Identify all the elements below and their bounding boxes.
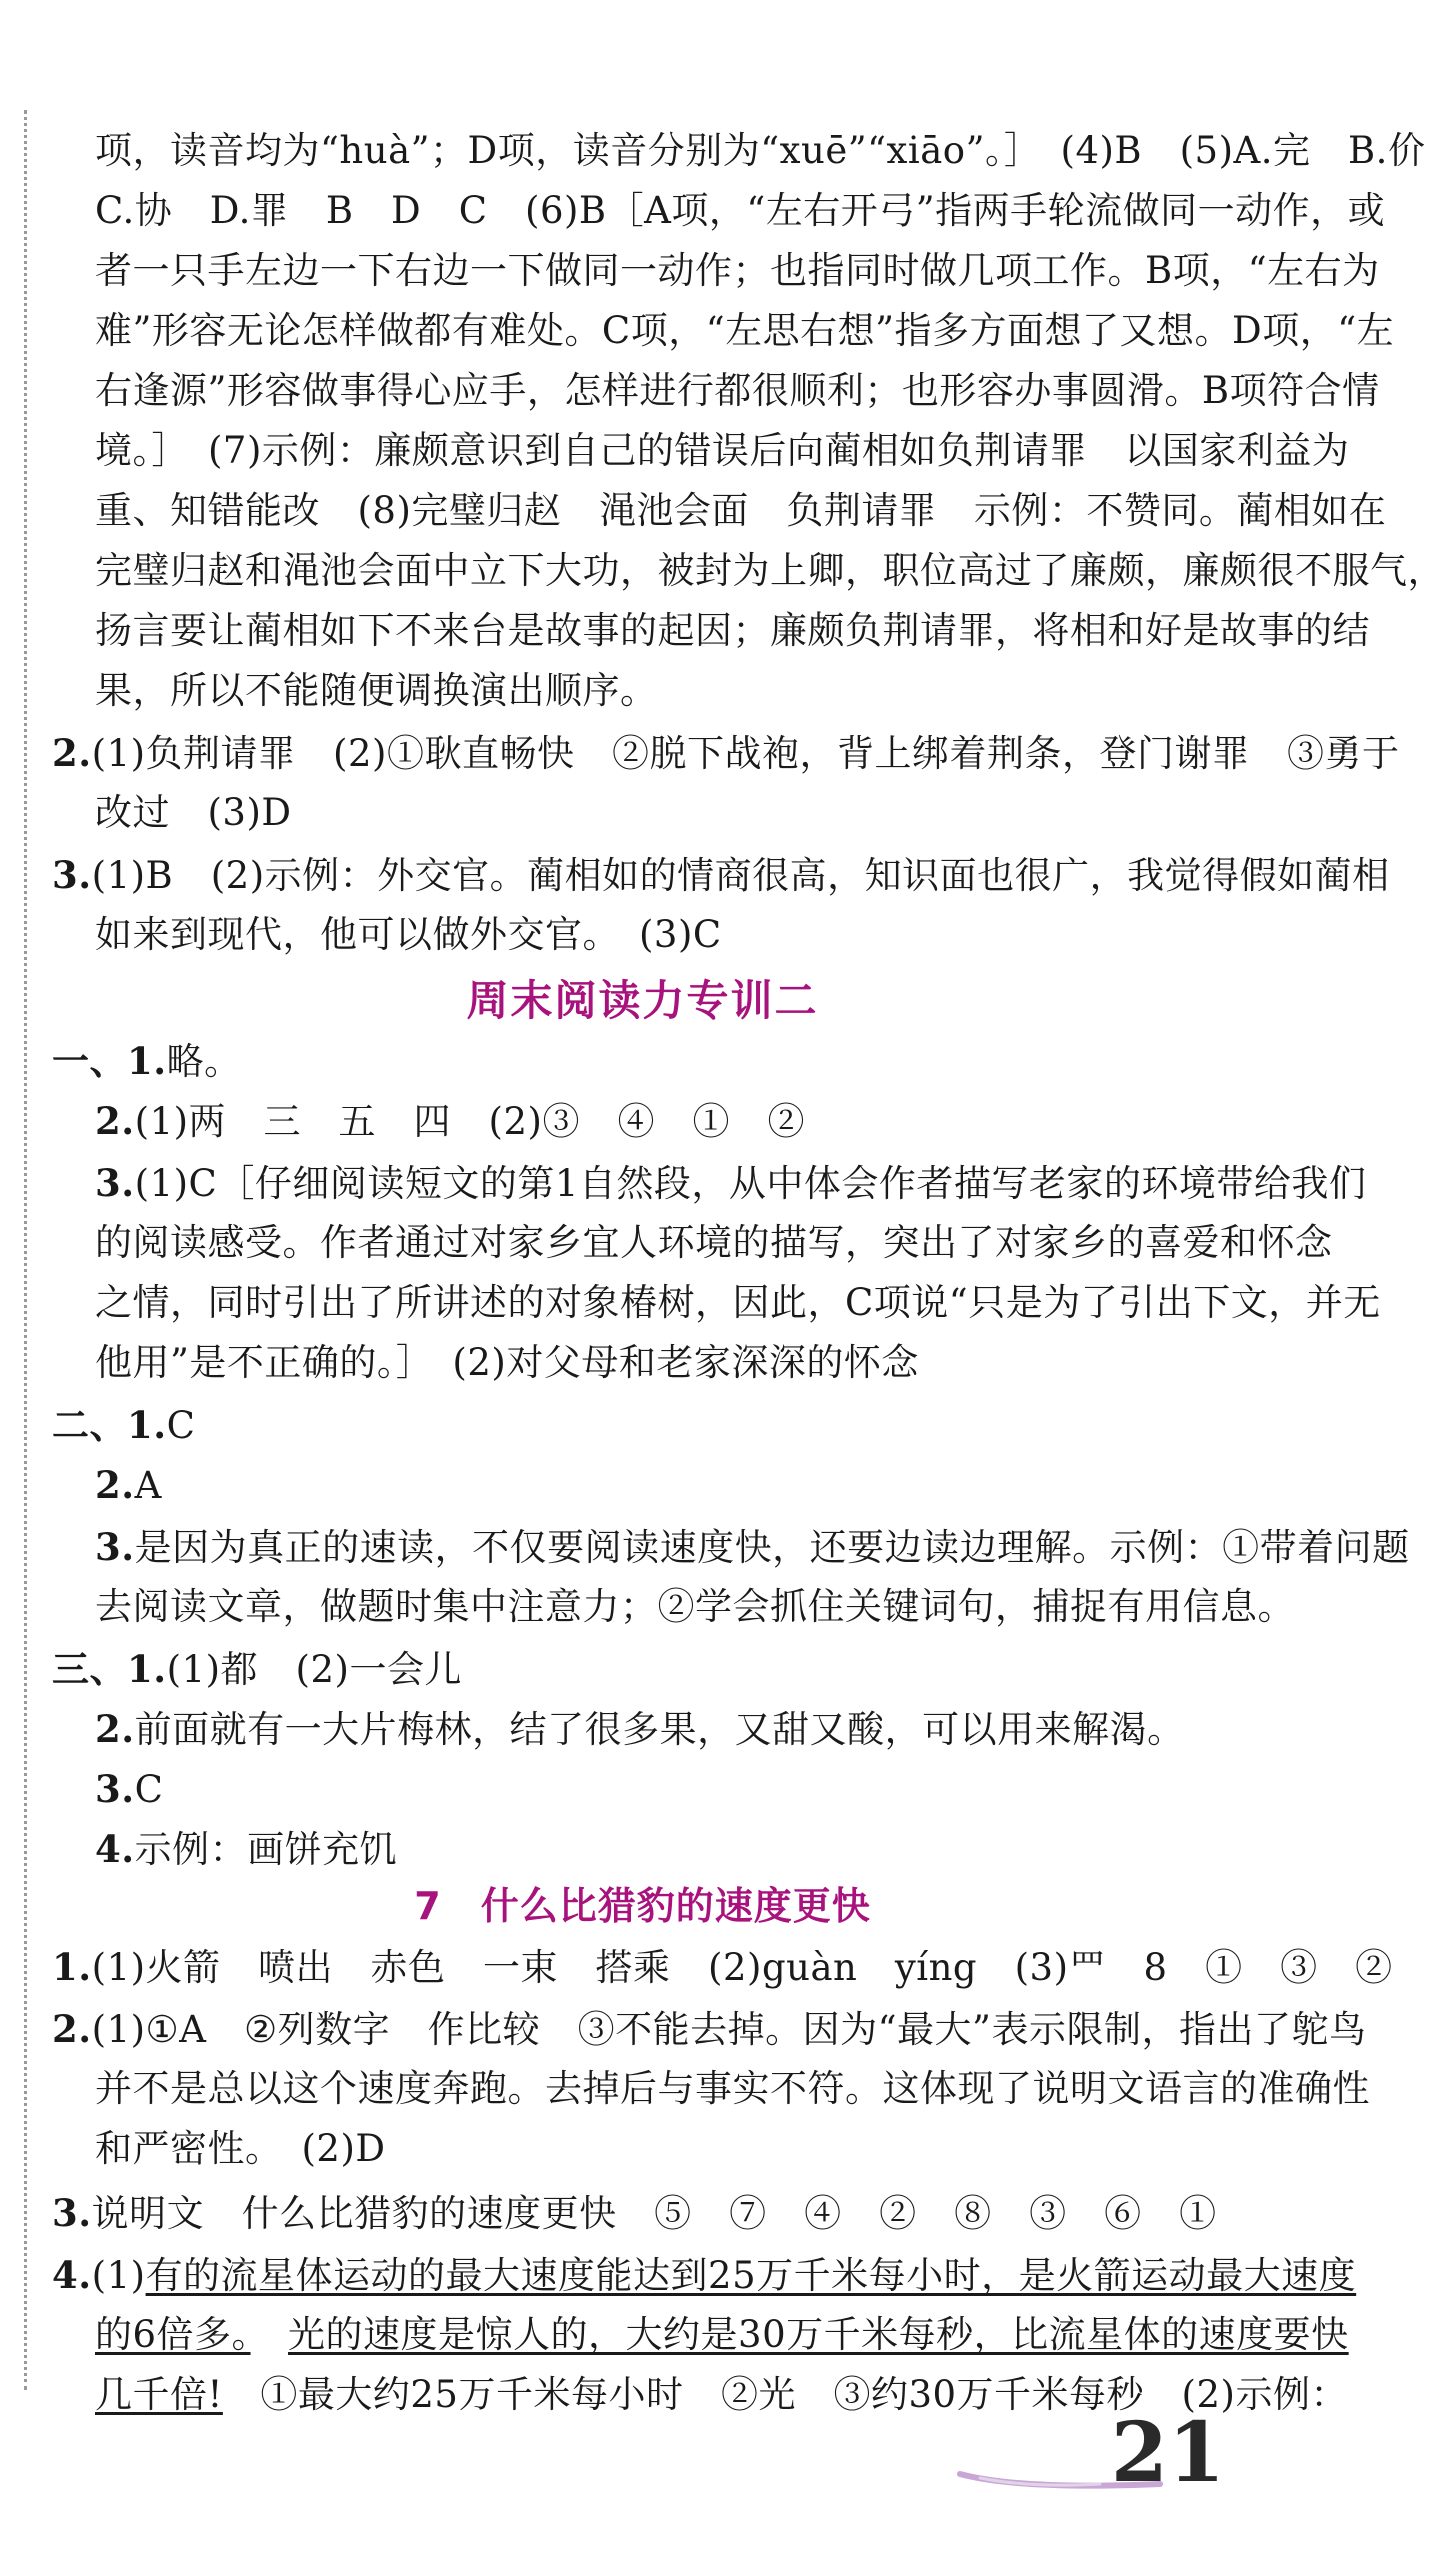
item-text: ①最大约25万千米每小时 ②光 ③约30万千米每秒 (2)示例：: [222, 2373, 1348, 2416]
text-line: 完璧归赵和渑池会面中立下大功，被封为上卿，职位高过了廉颇，廉颇很不服气，: [95, 549, 1445, 592]
text-line: 并不是总以这个速度奔跑。去掉后与事实不符。这体现了说明文语言的准确性: [95, 2067, 1370, 2110]
underlined-text: 几千倍!: [95, 2373, 223, 2416]
answer-item: [52, 2190, 1217, 2237]
page-number: 21: [1110, 2405, 1225, 2501]
answer-item: [95, 1160, 1366, 1207]
item-text: (1)两 三 五 四 (2)③ ④ ① ②: [134, 1100, 805, 1143]
gap: [251, 2313, 289, 2356]
item-number: 一、1.: [52, 1039, 167, 1083]
answer-item: [95, 1524, 1410, 1571]
underlined-text: 有的流星体运动的最大速度能达到25万千米每小时，是火箭运动最大速度: [145, 2254, 1357, 2297]
text-line: 境。］ (7)示例：廉颇意识到自己的错误后向蔺相如负荆请罪 以国家利益为: [95, 429, 1350, 472]
item-text: (1)负荆请罪 (2)①耿直畅快 ②脱下战袍，背上绑着荆条，登门谢罪 ③勇于: [91, 732, 1400, 775]
answer-item: [95, 1826, 397, 1873]
lesson-heading: 7 什么比猎豹的速度更快: [414, 1884, 871, 1928]
item-number: 2.: [95, 1463, 135, 1507]
text-line: 重、知错能改 (8)完璧归赵 渑池会面 负荆请罪 示例：不赞同。蔺相如在: [95, 489, 1387, 532]
item-number: 3.: [52, 2191, 92, 2235]
text-line: 果，所以不能随便调换演出顺序。: [95, 669, 658, 712]
item-number: 3.: [95, 1767, 135, 1811]
answer-item: [95, 1462, 162, 1509]
text-line: 改过 (3)D: [95, 791, 292, 834]
answer-item: [95, 1766, 163, 1813]
text-line: 和严密性。 (2)D: [95, 2127, 386, 2170]
item-text: 是因为真正的速读，不仅要阅读速度快，还要边读边理解。示例：①带着问题: [134, 1526, 1410, 1569]
text-line: 他用”是不正确的。］ (2)对父母和老家深深的怀念: [95, 1341, 919, 1384]
item-number: 3.: [95, 1525, 135, 1569]
item-number: 2.: [95, 1707, 135, 1751]
item-number: 1.: [52, 1945, 92, 1989]
item-number: 2.: [52, 2007, 92, 2051]
item-text: C: [166, 1404, 196, 1447]
underlined-text: 的6倍多。: [95, 2313, 251, 2356]
text-line: 右逢源”形容做事得心应手，怎样进行都很顺利；也形容办事圆滑。B项符合情: [95, 369, 1380, 412]
text-line: 项，读音均为“huà”；D项，读音分别为“xuē”“xiāo”。］ (4)B (5)A.完 B.价: [95, 129, 1426, 172]
item-number: 4.: [95, 1827, 135, 1871]
item-text: (1)①A ②列数字 作比较 ③不能去掉。因为“最大”表示限制，指出了鸵鸟: [91, 2008, 1367, 2051]
answer-item: [52, 2252, 1356, 2299]
item-number: 3.: [52, 853, 92, 897]
answer-item: [52, 852, 1390, 899]
answer-item: [52, 1038, 242, 1085]
item-text: 说明文 什么比猎豹的速度更快 ⑤ ⑦ ④ ② ⑧ ③ ⑥ ①: [91, 2192, 1217, 2235]
item-number: 2.: [95, 1099, 135, 1143]
item-number: 2.: [52, 731, 92, 775]
text-line: 的阅读感受。作者通过对家乡宜人环境的描写，突出了对家乡的喜爱和怀念: [95, 1221, 1333, 1264]
answer-item: [52, 2006, 1366, 2053]
item-number: 4.: [52, 2253, 92, 2297]
item-text: (1)C［仔细阅读短文的第1自然段，从中体会作者描写老家的环境带给我们: [134, 1162, 1367, 1205]
underlined-text: 光的速度是惊人的，大约是30万千米每秒，比流星体的速度要快: [288, 2313, 1349, 2356]
item-number: 3.: [95, 1161, 135, 1205]
item-text: (1)B (2)示例：外交官。蔺相如的情商很高，知识面也很广，我觉得假如蔺相: [91, 854, 1390, 897]
item-prefix: (1): [91, 2254, 146, 2297]
item-number: 三、1.: [52, 1647, 167, 1691]
text-line: 去阅读文章，做题时集中注意力；②学会抓住关键词句，捕捉有用信息。: [95, 1585, 1295, 1628]
item-text: C: [134, 1768, 164, 1811]
answer-item: [52, 1402, 195, 1449]
item-text: (1)火箭 喷出 赤色 一束 搭乘 (2)guàn yíng (3)罒 8 ① ③ ②: [91, 1946, 1393, 1989]
text-line: 之情，同时引出了所讲述的对象椿树，因此，C项说“只是为了引出下文，并无: [95, 1281, 1381, 1324]
item-text: 前面就有一大片梅林，结了很多果，又甜又酸，可以用来解渴。: [134, 1708, 1185, 1751]
answer-item: [95, 1098, 805, 1145]
text-line: 者一只手左边一下右边一下做同一动作；也指同时做几项工作。B项，“左右为: [95, 249, 1380, 292]
text-line: 扬言要让蔺相如下不来台是故事的起因；廉颇负荆请罪，将相和好是故事的结: [95, 609, 1370, 652]
section-heading: 周末阅读力专训二: [466, 976, 819, 1025]
answer-item: [52, 1646, 462, 1693]
item-number: 二、1.: [52, 1403, 167, 1447]
text-line: C.协 D.罪 B D C (6)B［A项，“左右开弓”指两手轮流做同一动作，或: [95, 189, 1386, 232]
answer-item: [52, 1944, 1393, 1991]
text-line: 如来到现代，他可以做外交官。 (3)C: [95, 913, 722, 956]
item-text: (1)都 (2)一会儿: [166, 1648, 462, 1691]
answer-item: [95, 1706, 1185, 1753]
item-text: 略。: [166, 1040, 242, 1083]
text-line: 难”形容无论怎样做都有难处。C项，“左思右想”指多方面想了又想。D项，“左: [95, 309, 1395, 352]
binding-margin-line: [24, 110, 27, 2390]
text-line: [95, 2312, 1349, 2358]
item-text: A: [134, 1464, 162, 1507]
answer-item: [52, 730, 1399, 777]
item-text: 示例：画饼充饥: [134, 1828, 398, 1871]
